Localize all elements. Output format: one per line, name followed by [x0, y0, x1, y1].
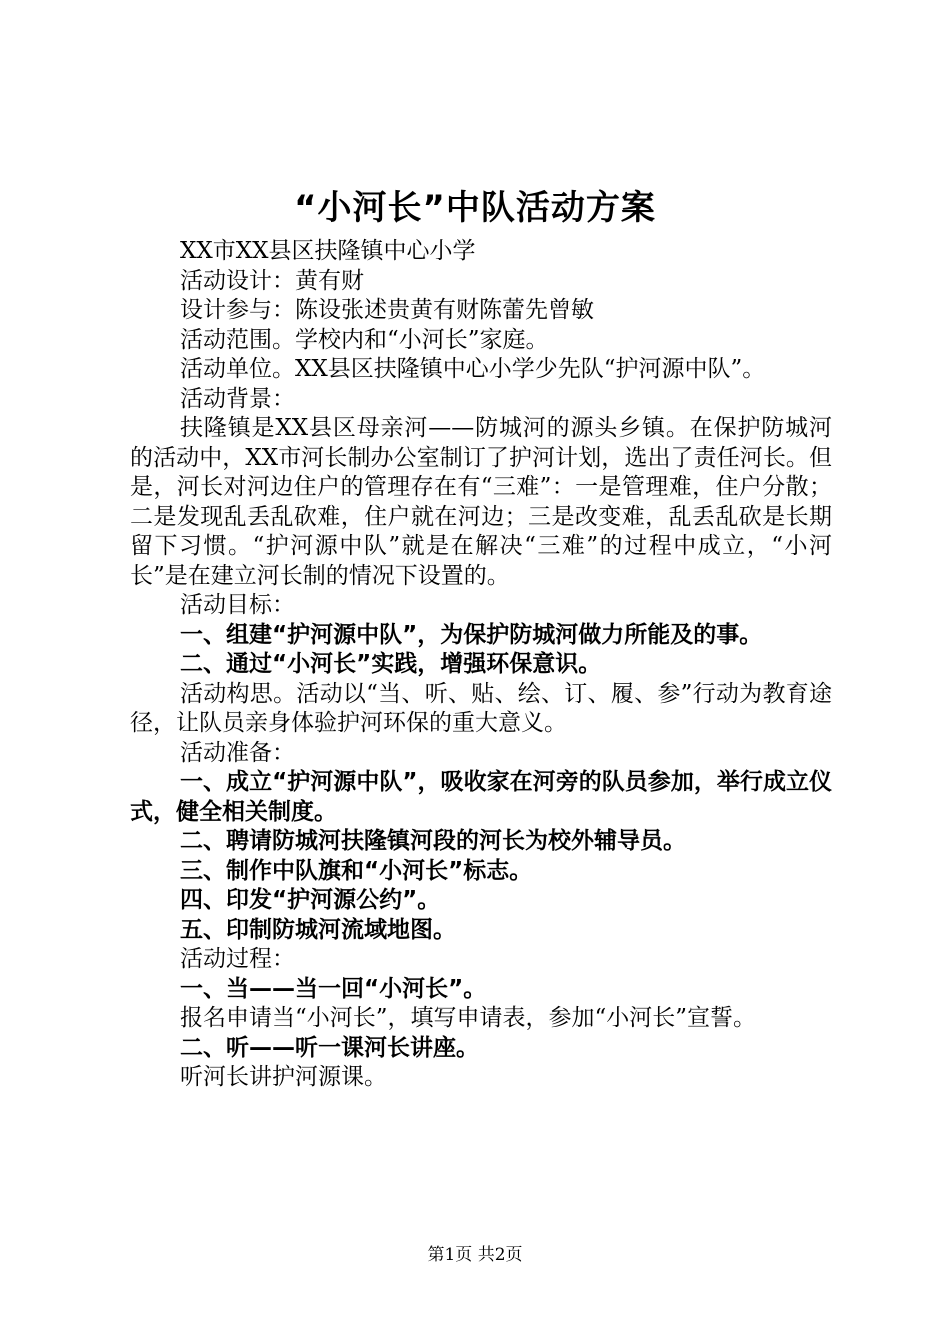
paragraph: 二、听——听一课河长讲座。 — [180, 1034, 479, 1061]
paragraph: 活动目标： — [180, 592, 295, 618]
paragraph: 一、成立“护河源中队”，吸收家在河旁的队员参加，举行成立仪式，健全相关制度。 — [130, 769, 832, 825]
paragraph: 活动准备： — [180, 739, 295, 766]
paragraph: 听河长讲护河源课。 — [180, 1064, 387, 1090]
paragraph: 五、印制防城河流域地图。 — [180, 916, 456, 943]
paragraph: 活动设计：黄有财 — [180, 267, 364, 294]
paragraph: 一、组建“护河源中队”，为保护防城河做力所能及的事。 — [180, 621, 763, 648]
document-title: “小河长”中队活动方案 — [294, 188, 656, 228]
paragraph: XX市XX县区扶隆镇中心小学 — [180, 238, 476, 264]
paragraph: 报名申请当“小河长”，填写申请表，参加“小河长”宣誓。 — [180, 1005, 757, 1031]
paragraph: 活动过程： — [180, 946, 295, 972]
paragraph: 活动单位。XX县区扶隆镇中心小学少先队“护河源中队”。 — [180, 356, 766, 382]
paragraph: 活动背景： — [180, 385, 295, 412]
paragraph: 活动构思。活动以“当、听、贴、绘、订、履、参”行动为教育途径，让队员亲身体验护河环保的重大意义。 — [130, 680, 832, 736]
document-body — [130, 237, 832, 1093]
paragraph: 三、制作中队旗和“小河长”标志。 — [180, 857, 533, 884]
paragraph: 二、通过“小河长”实践，增强环保意识。 — [180, 651, 602, 677]
paragraph: 四、印发“护河源公约”。 — [180, 887, 441, 913]
paragraph: 一、当——当一回“小河长”。 — [180, 975, 487, 1002]
page-footer: 第1页 共2页 — [427, 1245, 523, 1265]
paragraph: 设计参与：陈设张述贵黄有财陈蕾先曾敏 — [180, 297, 594, 323]
paragraph: 二、聘请防城河扶隆镇河段的河长为校外辅导员。 — [180, 828, 686, 854]
paragraph: 活动范围。学校内和“小河长”家庭。 — [180, 326, 549, 353]
paragraph: 扶隆镇是XX县区母亲河——防城河的源头乡镇。在保护防城河的活动中，XX市河长制办公室制订了护河计划，选出了责任河长。但是，河长对河边住户的管理存在有“三难”：一是管理难，住户分散；二是发现乱丢乱砍难，住户就在河边；三是改变难，乱丢乱砍是长期留下习惯。“护河源中队”就是在解决“三难”的过程中成立，“小河长”是在建立河长制的情况下设置的。 — [130, 415, 832, 589]
